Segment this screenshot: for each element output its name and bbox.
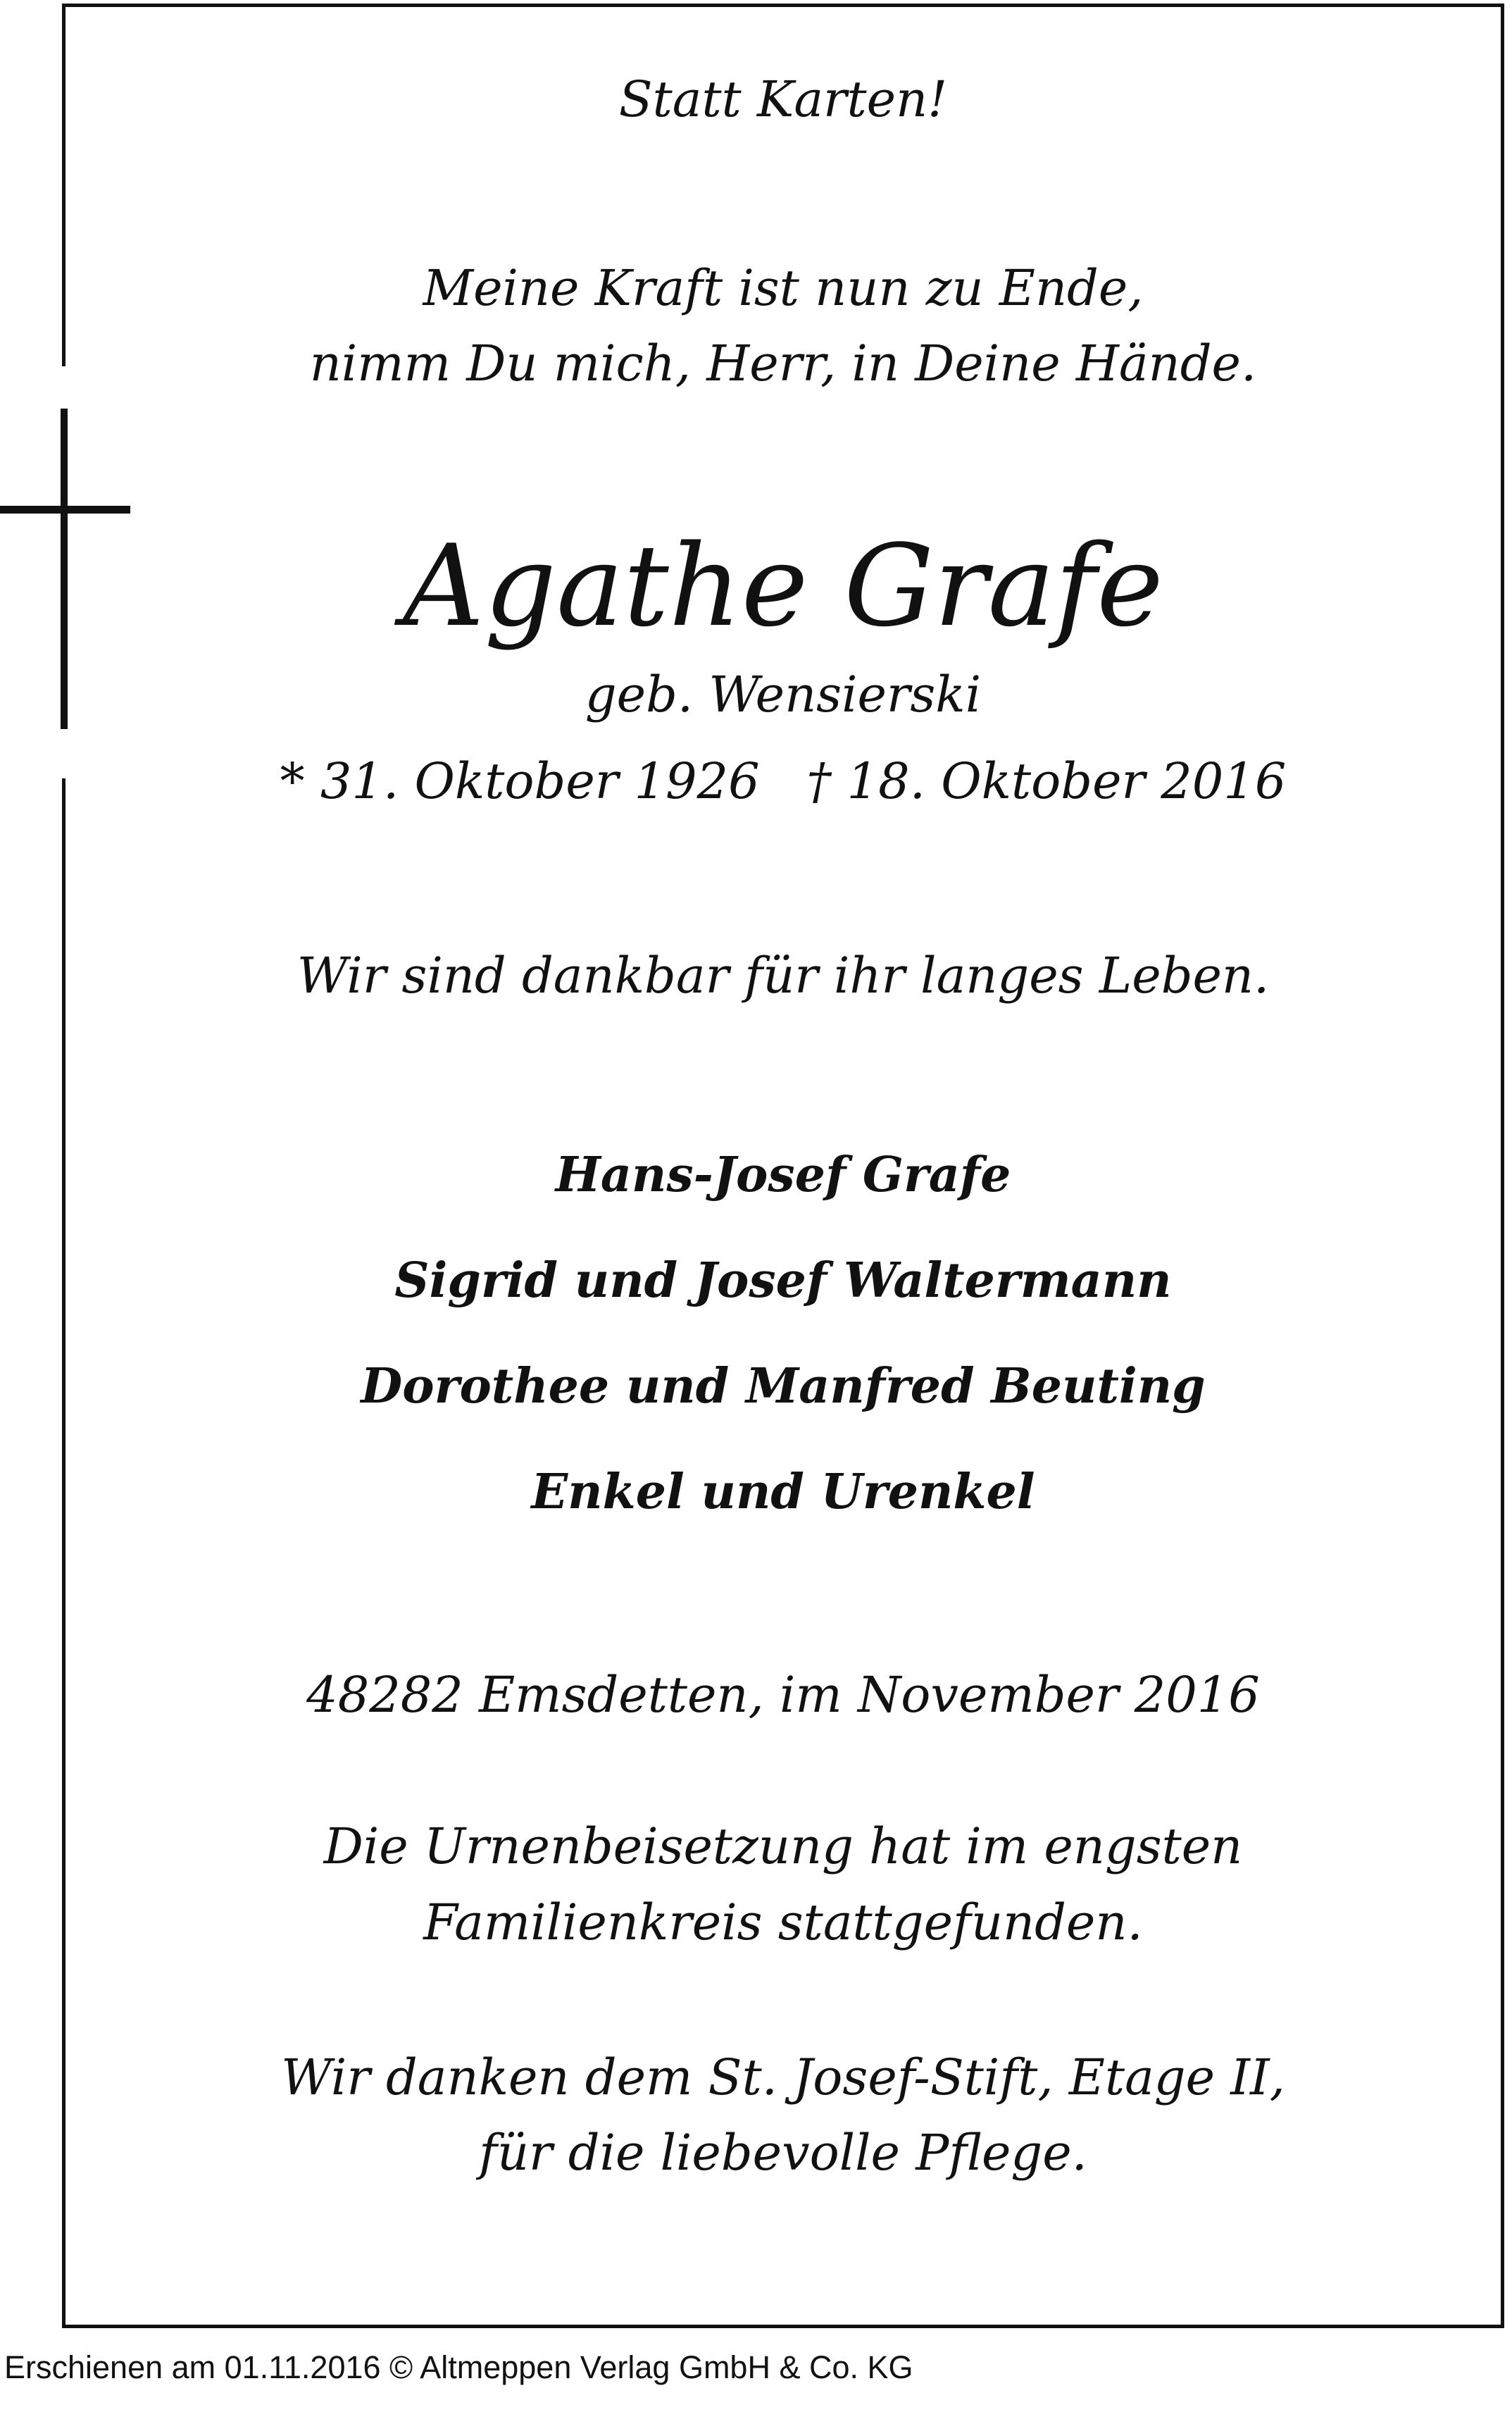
verse-line-1: Meine Kraft ist nun zu Ende, — [423, 259, 1144, 317]
family-member: Sigrid und Josef Waltermann — [394, 1252, 1172, 1309]
publication-footer: Erschienen am 01.11.2016 © Altmeppen Verlag GmbH & Co. KG — [4, 2349, 913, 2385]
family-member: Enkel und Urenkel — [531, 1464, 1035, 1520]
cross-icon-bar — [0, 506, 130, 514]
burial-line-2: Familienkreis stattgefunden. — [423, 1894, 1143, 1951]
life-dates: * 31. Oktober 1926 † 18. Oktober 2016 — [280, 752, 1287, 810]
gratitude-text: Wir sind dankbar für ihr langes Leben. — [296, 947, 1270, 1005]
burial-line-1: Die Urnenbeisetzung hat im engsten — [323, 1817, 1243, 1875]
family-member: Hans-Josef Grafe — [555, 1147, 1011, 1203]
family-member: Dorothee und Manfred Beuting — [361, 1358, 1206, 1415]
thanks-line-2: für die liebevolle Pflege. — [479, 2124, 1087, 2182]
place-date: 48282 Emsdetten, im November 2016 — [306, 1666, 1260, 1724]
verse-line-2: nimm Du mich, Herr, in Deine Hände. — [309, 335, 1257, 392]
heading: Statt Karten! — [618, 70, 948, 128]
maiden-name: geb. Wensierski — [585, 666, 982, 723]
deceased-name: Agathe Grafe — [403, 520, 1163, 652]
thanks-line-1: Wir danken dem St. Josef-Stift, Etage II, — [281, 2049, 1285, 2106]
